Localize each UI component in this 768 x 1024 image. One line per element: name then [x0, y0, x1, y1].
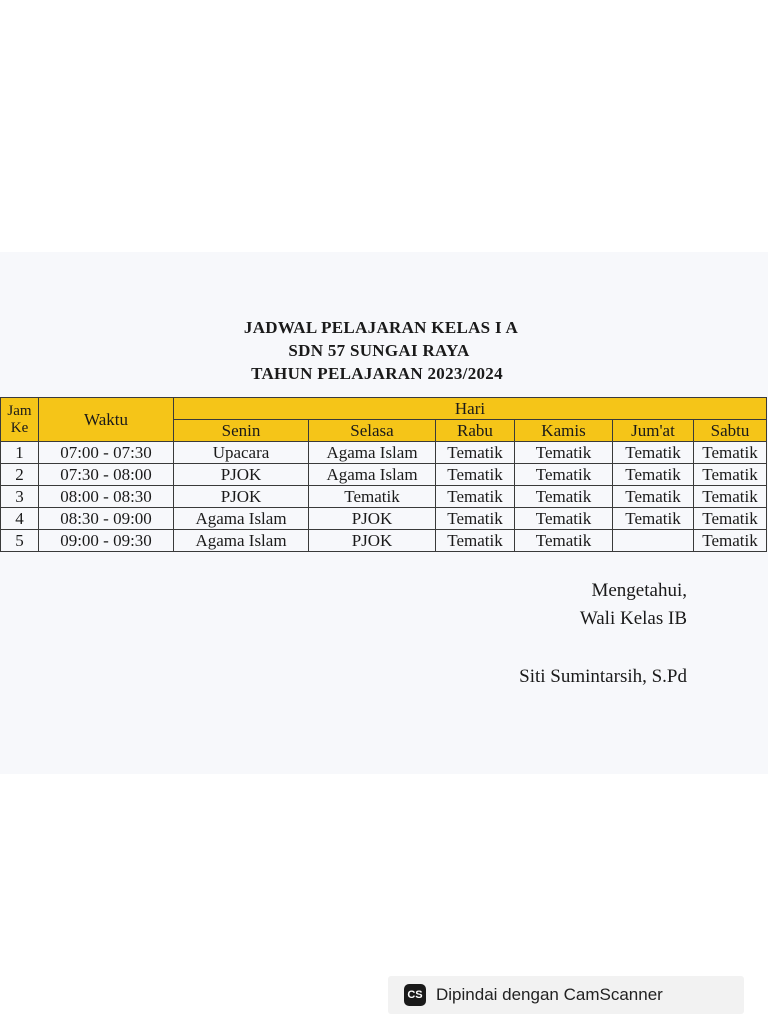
- cell-jam: 1: [1, 442, 39, 464]
- cell-subject: PJOK: [174, 464, 309, 486]
- cell-subject: Tematik: [613, 508, 694, 530]
- cell-subject: Tematik: [515, 508, 613, 530]
- signature-line-1: Mengetahui,: [591, 580, 687, 601]
- table-row: [1, 442, 767, 464]
- cell-subject: Agama Islam: [174, 530, 309, 552]
- cell-subject: Tematik: [436, 530, 515, 552]
- cell-subject: Agama Islam: [174, 508, 309, 530]
- cell-subject: Tematik: [436, 442, 515, 464]
- cell-subject: PJOK: [174, 486, 309, 508]
- cell-waktu: 07:00 - 07:30: [39, 442, 174, 464]
- cell-jam: 2: [1, 464, 39, 486]
- cell-waktu: 09:00 - 09:30: [39, 530, 174, 552]
- header-day-2: Rabu: [436, 420, 515, 442]
- header-ke-label: Ke: [10, 419, 29, 436]
- schedule-body: [1, 442, 767, 552]
- cell-subject: PJOK: [309, 508, 436, 530]
- cell-subject: Tematik: [436, 508, 515, 530]
- table-row: [1, 464, 767, 486]
- cell-subject: Upacara: [174, 442, 309, 464]
- header-day-3: Kamis: [515, 420, 613, 442]
- header-day-4: Jum'at: [613, 420, 694, 442]
- cell-waktu: 08:00 - 08:30: [39, 486, 174, 508]
- cell-subject: Tematik: [694, 508, 767, 530]
- signature-name: Siti Sumintarsih, S.Pd: [519, 666, 687, 687]
- signature-line-2: Wali Kelas IB: [579, 608, 687, 629]
- cell-subject: Tematik: [515, 530, 613, 552]
- header-hari: Hari: [174, 398, 767, 420]
- cell-subject: Tematik: [613, 442, 694, 464]
- cell-subject: Agama Islam: [309, 464, 436, 486]
- schedule-table: [0, 397, 767, 552]
- cell-subject: Tematik: [515, 464, 613, 486]
- table-row: [1, 530, 767, 552]
- camscanner-text: Dipindai dengan CamScanner: [436, 985, 663, 1004]
- header-jam-ke: [1, 398, 39, 442]
- cell-subject: Tematik: [515, 442, 613, 464]
- cell-subject: Tematik: [309, 486, 436, 508]
- cell-subject: Tematik: [694, 530, 767, 552]
- cell-subject: PJOK: [309, 530, 436, 552]
- cell-jam: 5: [1, 530, 39, 552]
- cell-subject: Agama Islam: [309, 442, 436, 464]
- cell-subject: Tematik: [694, 464, 767, 486]
- title-line-3: TAHUN PELAJARAN 2023/2024: [251, 364, 503, 383]
- title-line-1: JADWAL PELAJARAN KELAS I A: [243, 318, 519, 337]
- camscanner-logo-icon: CS: [404, 984, 426, 1006]
- header-day-1: Selasa: [309, 420, 436, 442]
- title-line-2: SDN 57 SUNGAI RAYA: [288, 341, 470, 360]
- cell-jam: 3: [1, 486, 39, 508]
- cell-subject: Tematik: [613, 464, 694, 486]
- cell-waktu: 08:30 - 09:00: [39, 508, 174, 530]
- cell-subject: Tematik: [694, 486, 767, 508]
- header-day-5: Sabtu: [694, 420, 767, 442]
- cell-subject: Tematik: [694, 442, 767, 464]
- cell-subject: Tematik: [613, 486, 694, 508]
- cell-subject: Tematik: [515, 486, 613, 508]
- table-row: [1, 486, 767, 508]
- table-row: [1, 508, 767, 530]
- cell-subject: Tematik: [436, 486, 515, 508]
- cell-waktu: 07:30 - 08:00: [39, 464, 174, 486]
- header-jam-label: Jam: [7, 402, 32, 419]
- cell-subject: Tematik: [436, 464, 515, 486]
- cell-subject: [613, 530, 694, 552]
- header-day-0: Senin: [174, 420, 309, 442]
- camscanner-watermark: [388, 976, 744, 1014]
- header-waktu: Waktu: [39, 398, 174, 442]
- cell-jam: 4: [1, 508, 39, 530]
